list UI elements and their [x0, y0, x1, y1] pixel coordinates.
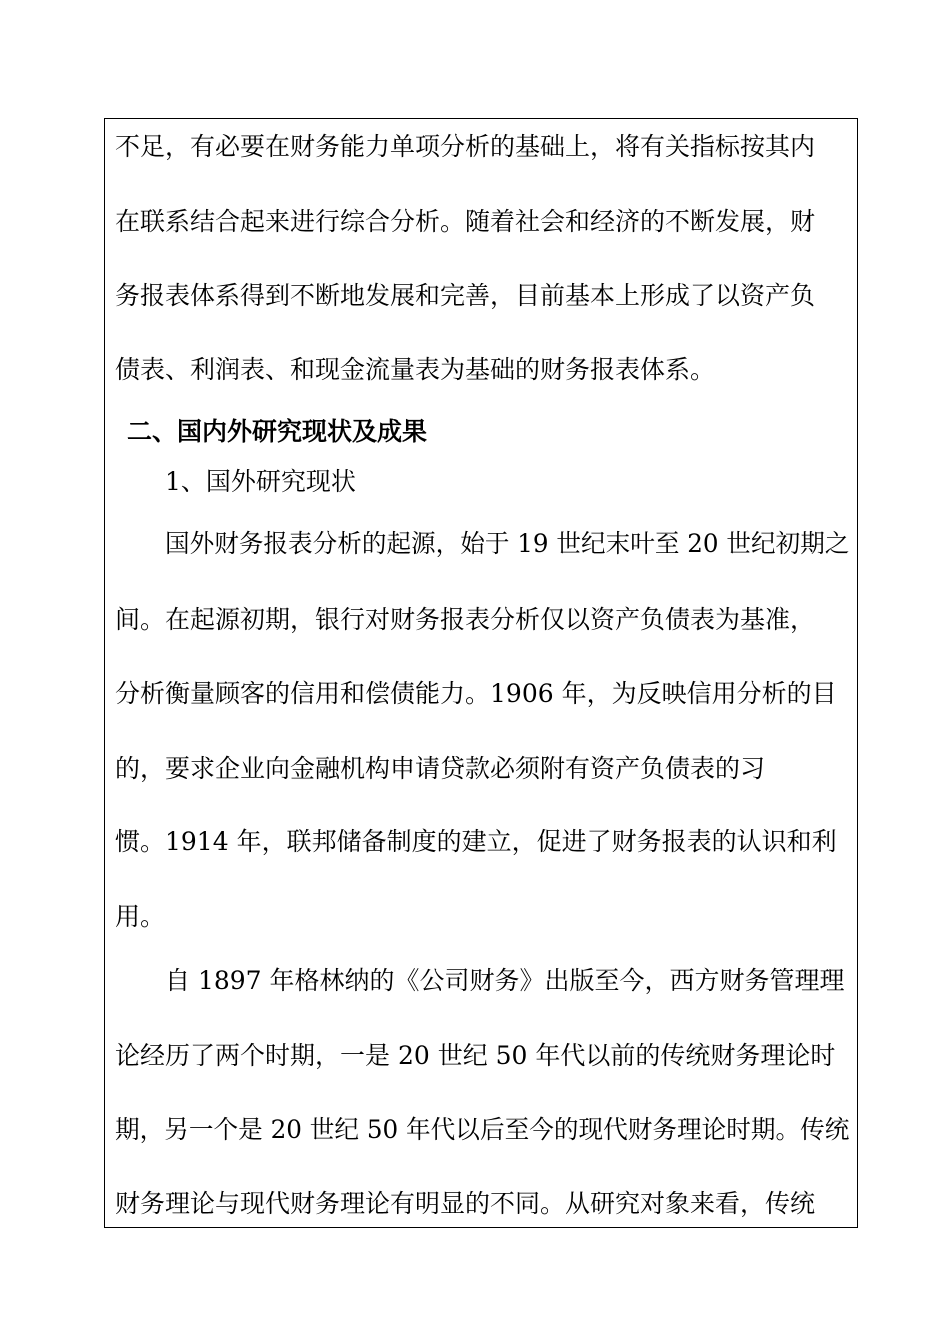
paragraph-line: 的，要求企业向金融机构申请贷款必须附有资产负债表的习	[115, 754, 766, 783]
paragraph-line: 间。在起源初期，银行对财务报表分析仅以资产负债表为基准，	[115, 605, 816, 634]
paragraph-line: 不足，有必要在财务能力单项分析的基础上，将有关指标按其内	[115, 132, 816, 161]
section-heading: 二、国内外研究现状及成果	[127, 417, 428, 446]
paragraph-line: 期，另一个是 20 世纪 50 年代以后至今的现代财务理论时期。传统	[115, 1115, 850, 1144]
paragraph-line: 务报表体系得到不断地发展和完善，目前基本上形成了以资产负	[115, 281, 816, 310]
paragraph-line: 惯。1914 年，联邦储备制度的建立，促进了财务报表的认识和利	[115, 827, 837, 856]
paragraph-line: 财务理论与现代财务理论有明显的不同。从研究对象来看，传统	[115, 1189, 816, 1218]
paragraph-line: 债表、利润表、和现金流量表为基础的财务报表体系。	[115, 355, 716, 384]
paragraph-line: 用。	[115, 902, 166, 931]
paragraph-line: 自 1897 年格林纳的《公司财务》出版至今，西方财务管理理	[165, 966, 845, 995]
paragraph-line: 国外财务报表分析的起源，始于 19 世纪末叶至 20 世纪初期之	[165, 529, 850, 558]
subsection-heading: 1、国外研究现状	[165, 467, 356, 496]
paragraph-line: 论经历了两个时期，一是 20 世纪 50 年代以前的传统财务理论时	[115, 1041, 836, 1070]
paragraph-line: 分析衡量顾客的信用和偿债能力。1906 年，为反映信用分析的目	[115, 679, 837, 708]
paragraph-line: 在联系结合起来进行综合分析。随着社会和经济的不断发展，财	[115, 207, 816, 236]
document-frame	[104, 118, 858, 1228]
